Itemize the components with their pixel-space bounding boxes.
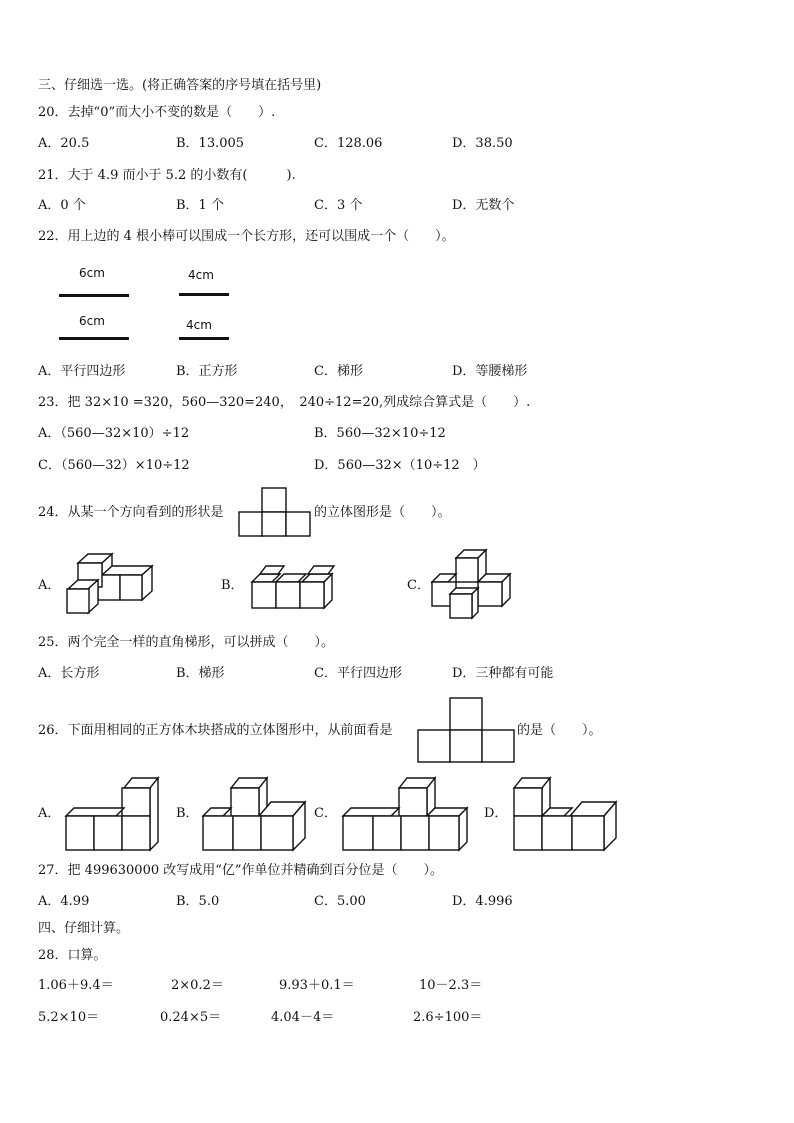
q23-option-c[interactable]: C．（560—32）×10÷12 (38, 458, 190, 473)
q27-option-c[interactable]: C．5.00 (314, 894, 366, 909)
stick-label-3: 6cm (79, 314, 105, 328)
section-3-title: 三、仔细选一选。(将正确答案的序号填在括号里) (38, 78, 322, 93)
q24-option-b[interactable]: B． (221, 578, 244, 593)
section-4-title: 四、仔细计算。 (38, 921, 130, 936)
q24-option-b-figure[interactable] (250, 560, 340, 612)
calc-2-1[interactable]: 5.2×10＝ (38, 1010, 100, 1025)
q21-option-a[interactable]: A．0 个 (38, 198, 86, 213)
q27-option-d[interactable]: D．4.996 (452, 894, 513, 909)
q26-option-d[interactable]: D． (484, 806, 508, 821)
q21-option-b[interactable]: B．1 个 (176, 198, 224, 213)
q24-option-c-figure[interactable] (430, 548, 516, 622)
q24-option-a-figure[interactable] (64, 551, 156, 615)
q20-option-c[interactable]: C．128.06 (314, 136, 383, 151)
question-20-stem: 20．去掉“0”而大小不变的数是（ ）. (38, 105, 276, 120)
cube-cluster (432, 550, 510, 618)
q25-option-c[interactable]: C．平行四边形 (314, 666, 402, 681)
stick-1 (59, 294, 129, 297)
stick-label-1: 6cm (79, 266, 105, 280)
q21-option-c[interactable]: C．3 个 (314, 198, 363, 213)
stick-label-4: 4cm (186, 318, 212, 332)
question-25-stem: 25．两个完全一样的直角梯形，可以拼成（ ）。 (38, 635, 335, 650)
q26-option-a-figure[interactable] (64, 774, 168, 852)
q22-option-a[interactable]: A．平行四边形 (38, 364, 126, 379)
q26-option-c[interactable]: C． (314, 806, 337, 821)
q26-option-a[interactable]: A． (38, 806, 61, 821)
q26-option-d-figure[interactable] (512, 774, 620, 852)
calc-2-2[interactable]: 0.24×5＝ (160, 1010, 222, 1025)
question-23-stem: 23．把 32×10 =320，560—320=240， 240÷12=20,列成综合算式是（ ）. (38, 395, 531, 410)
calc-1-3[interactable]: 9.93＋0.1＝ (279, 978, 355, 993)
cube-row (252, 566, 334, 608)
q24-view-figure (238, 486, 312, 538)
stick-4 (179, 337, 229, 340)
q23-option-a[interactable]: A．（560—32×10）÷12 (38, 426, 190, 441)
calc-2-3[interactable]: 4.04－4＝ (271, 1010, 335, 1025)
calc-1-2[interactable]: 2×0.2＝ (171, 978, 224, 993)
q26-option-b[interactable]: B． (176, 806, 199, 821)
q20-option-b[interactable]: B．13.005 (176, 136, 245, 151)
calc-2-4[interactable]: 2.6÷100＝ (413, 1010, 483, 1025)
stick-2 (179, 293, 229, 296)
q23-option-b[interactable]: B．560—32×10÷12 (314, 426, 446, 441)
question-24-stem-b: 的立体图形是（ ）。 (314, 505, 451, 520)
question-26-stem-b: 的是（ ）。 (517, 723, 602, 738)
q27-option-b[interactable]: B．5.0 (176, 894, 220, 909)
q22-option-d[interactable]: D．等腰梯形 (452, 364, 528, 379)
question-27-stem: 27．把 499630000 改写成用“亿”作单位并精确到百分位是（ ）。 (38, 863, 444, 878)
stick-3 (59, 337, 129, 340)
q24-option-a[interactable]: A． (38, 578, 61, 593)
question-24-stem-a: 24．从某一个方向看到的形状是 (38, 505, 224, 520)
q26-option-c-figure[interactable] (341, 776, 469, 852)
question-21-stem: 21．大于 4.9 而小于 5.2 的小数有( ). (38, 168, 296, 183)
question-28-stem: 28．口算。 (38, 948, 107, 963)
stick-label-2: 4cm (188, 268, 214, 282)
q21-option-d[interactable]: D．无数个 (452, 198, 515, 213)
question-26-stem-a: 26．下面用相同的正方体木块搭成的立体图形中，从前面看是 (38, 723, 393, 738)
calc-1-4[interactable]: 10－2.3＝ (419, 978, 483, 993)
q27-option-a[interactable]: A．4.99 (38, 894, 90, 909)
q22-option-c[interactable]: C．梯形 (314, 364, 363, 379)
q25-option-d[interactable]: D．三种都有可能 (452, 666, 554, 681)
cube (67, 563, 102, 613)
cube (98, 566, 152, 600)
q22-option-b[interactable]: B．正方形 (176, 364, 238, 379)
q20-option-a[interactable]: A．20.5 (38, 136, 90, 151)
q26-front-view-figure (417, 696, 515, 764)
calc-1-1[interactable]: 1.06＋9.4＝ (38, 978, 114, 993)
q25-option-a[interactable]: A．长方形 (38, 666, 100, 681)
question-22-stem: 22．用上边的 4 根小棒可以围成一个长方形，还可以围成一个（ ）。 (38, 229, 455, 244)
q25-option-b[interactable]: B．梯形 (176, 666, 225, 681)
q26-option-b-figure[interactable] (201, 774, 307, 852)
q24-option-c[interactable]: C． (407, 578, 430, 593)
q20-option-d[interactable]: D．38.50 (452, 136, 513, 151)
q23-option-d[interactable]: D．560—32×（10÷12 ） (314, 458, 486, 473)
